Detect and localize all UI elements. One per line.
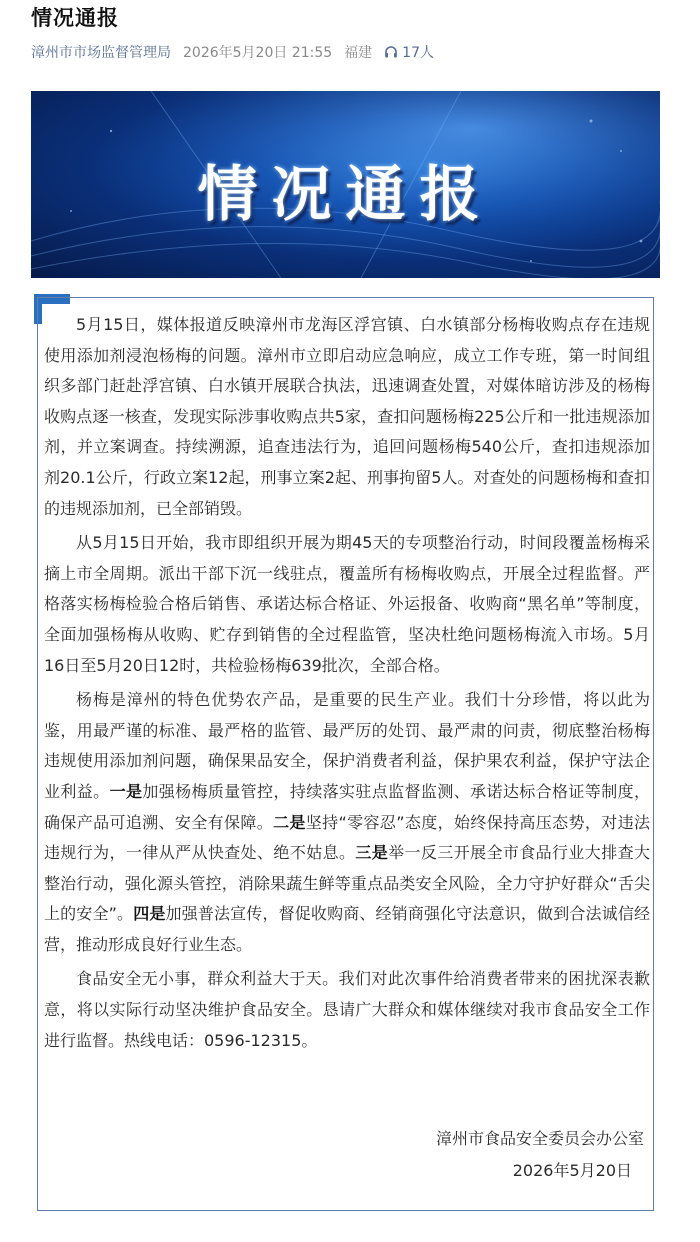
measure-2-label: 二是	[273, 812, 306, 832]
banner-title: 情况通报	[197, 160, 494, 230]
paragraph-3-intro: 杨梅是漳州的特色优势农产品，是重要的民生产业。我们十分珍惜，将以此为鉴，用最严谨的标准、最严格的监管、最严厉的处罚、最严肃的问责，彻底整治杨梅违规使用添加剂问题，确保果品安全，保护消费者利益，保护果农利益，保护守法企业利益。	[44, 690, 650, 801]
headphones-icon	[384, 45, 398, 59]
paragraph-3	[44, 685, 650, 960]
paragraph-1: 5月15日，媒体报道反映漳州市龙海区浮宫镇、白水镇部分杨梅收购点存在违规使用添加剂浸泡杨梅的问题。漳州市立即启动应急响应，成立工作专班，第一时间组织多部门赶赴浮宫镇、白水镇开展联合执法，迅速调查处置，对媒体暗访涉及的杨梅收购点逐一核查，发现实际涉事收购点共5家，查扣问题杨梅225公斤和一批违规添加剂，并立案调查。持续溯源，追查违法行为，追回问题杨梅540公斤，查扣违规添加剂20.1公斤，行政立案12起，刑事立案2起、刑事拘留5人。对查处的问题杨梅和查扣的违规添加剂，已全部销毁。	[44, 315, 650, 518]
paragraph-4: 食品安全无小事，群众利益大于天。我们对此次事件给消费者带来的困扰深表歉意，将以实际行动坚决维护食品安全。恳请广大群众和媒体继续对我市食品安全工作进行监督。热线电话：0596-12315。	[44, 969, 650, 1050]
article-title: 情况通报	[31, 6, 119, 30]
notice-body	[44, 310, 650, 1060]
measure-4-text: 加强普法宣传，督促收购商、经销商强化守法意识，做到合法诚信经营，推动形成良好行业生态。	[44, 904, 650, 954]
signature-block	[436, 1123, 644, 1187]
signature-date: 2026年5月20日	[512, 1161, 632, 1180]
signature-org: 漳州市食品安全委员会办公室	[435, 1129, 644, 1148]
banner-image	[31, 91, 660, 278]
measure-3-label: 三是	[355, 843, 389, 863]
listener-count: 17人	[402, 45, 434, 61]
article-meta	[31, 42, 458, 62]
measure-3-text: 举一反三开展全市食品行业大排查大整治行动，强化源头管控，消除果蔬生鲜等重点品类安全风险，全力守护好群众“舌尖上的安全”。	[44, 843, 650, 924]
paragraph-2: 从5月15日开始，我市即组织开展为期45天的专项整治行动，时间段覆盖杨梅采摘上市全周期。派出干部下沉一线驻点，覆盖所有杨梅收购点，开展全过程监督。严格落实杨梅检验合格后销售、承诺达标合格证、外运报备、收购商“黑名单”等制度，全面加强杨梅从收购、贮存到销售的全过程监管，坚决杜绝问题杨梅流入市场。5月16日至5月20日12时，共检验杨梅639批次，全部合格。	[44, 533, 650, 675]
measure-1-label: 一是	[109, 781, 143, 801]
measure-4-label: 四是	[133, 904, 166, 924]
author-link[interactable]: 漳州市市场监督管理局	[31, 45, 171, 61]
measure-2-text: 坚持“零容忍”态度，始终保持高压态势，对违法违规行为，一律从严从快查处、绝不姑息。	[44, 812, 650, 863]
listen-button[interactable]	[384, 42, 446, 62]
publish-location: 福建	[344, 45, 373, 61]
publish-datetime: 2026年5月20日 21:55	[183, 45, 333, 61]
measure-1-text: 加强杨梅质量管控，持续落实驻点监督监测、承诺达标合格证等制度，确保产品可追溯、安全有保障。	[44, 781, 650, 832]
